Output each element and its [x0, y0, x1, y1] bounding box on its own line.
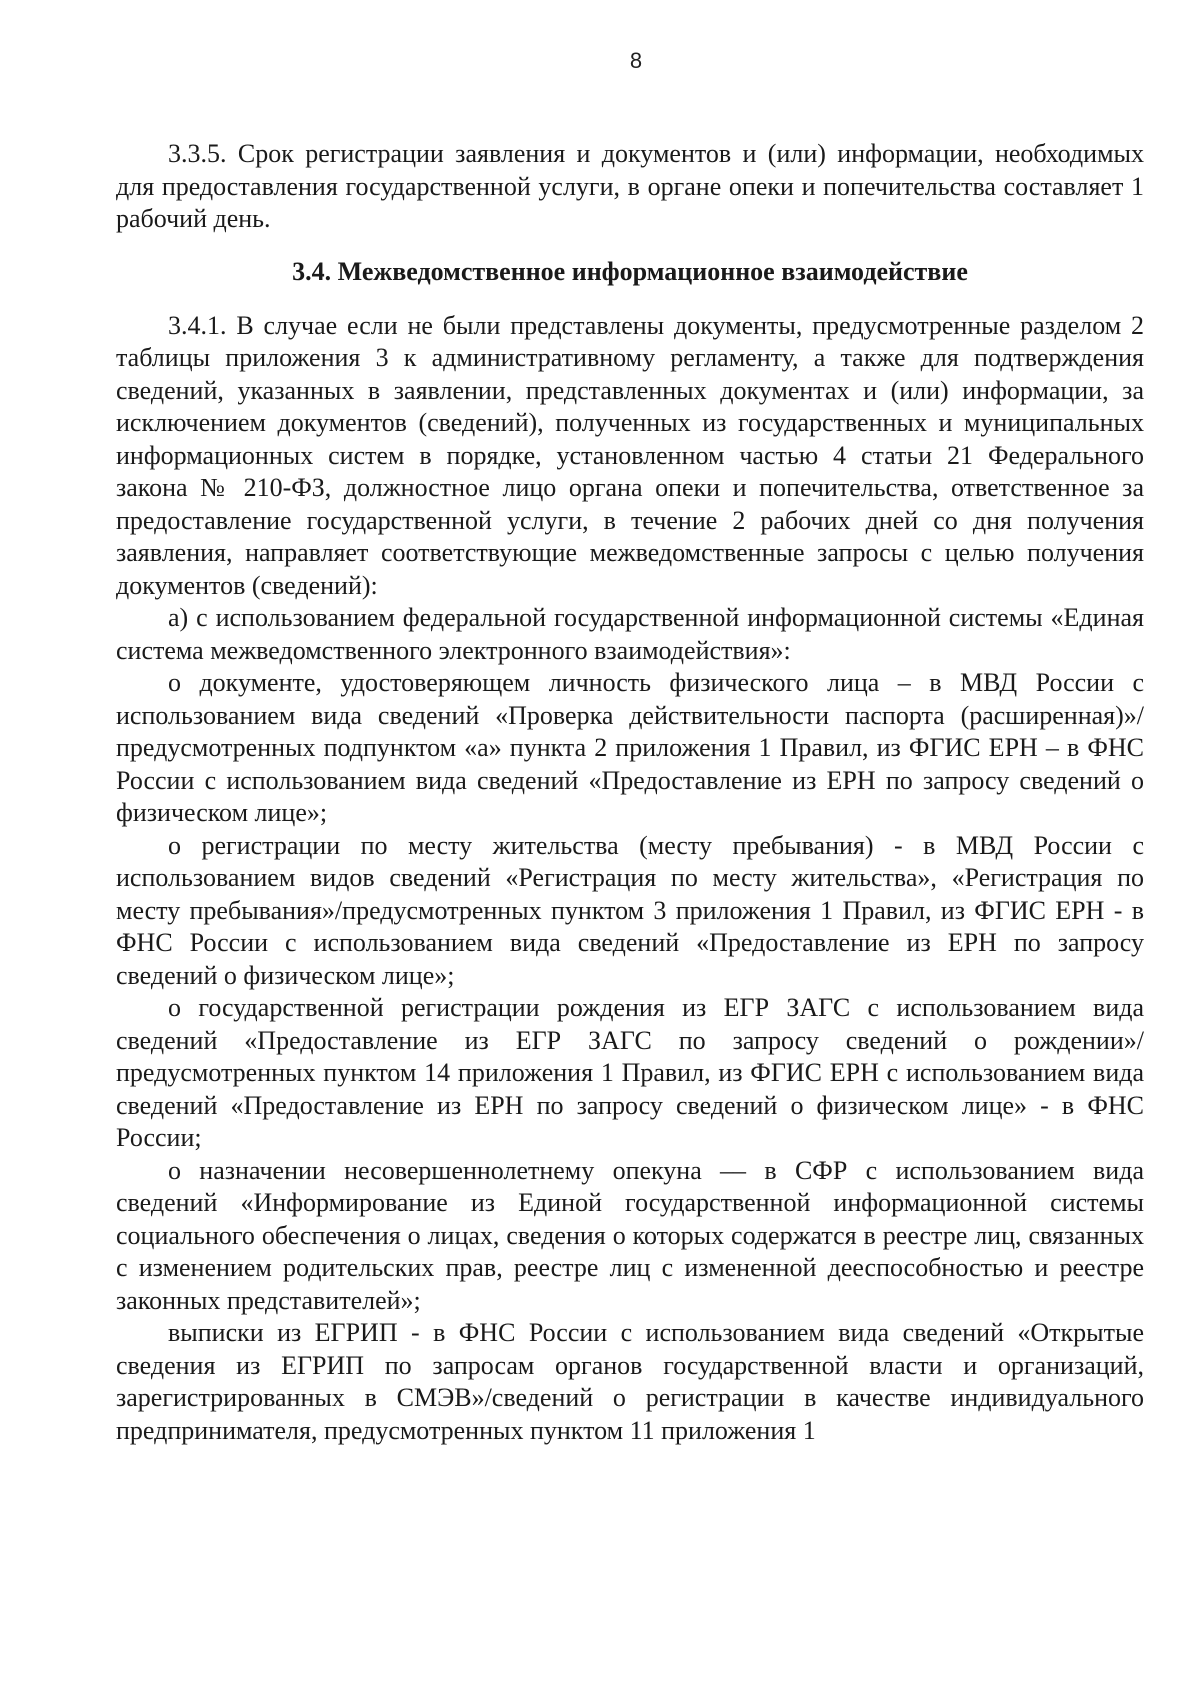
paragraph-residence-registration: о регистрации по месту жительства (месту пребывания) - в МВД России с использованием видов сведений «Регистрация по месту жительства», «Регистрация по месту пребывания»/предусмотренных пунктом 3 приложения 1 Правил, из ФГИС ЕРН - в ФНС России с использованием вида сведений «Предоставление из ЕРН по запросу сведений о физическом лице»; — [116, 830, 1144, 990]
paragraph-3-4-1: 3.4.1. В случае если не были представлены документы, предусмотренные разделом 2 таблицы приложения 3 к административному регламенту, а также для подтверждения сведений, указанных в заявлении, представленных документах и (или) информации, за исключением документов (сведений), полученных из государственных и муниципальных информационных систем в порядке, установленном частью 4 статьи 21 Федерального закона № 210-ФЗ, должностное лицо органа опеки и попечительства, ответственное за предоставление государственной услуги, в течение 2 рабочих дней со дня получения заявления, направляет соответствующие межведомственные запросы с целью получения документов (сведений): — [116, 310, 1144, 600]
document-body — [116, 138, 1144, 1447]
paragraph-identity-document: о документе, удостоверяющем личность физического лица – в МВД России с использованием вида сведений «Проверка действительности паспорта (расширенная)»/предусмотренных подпунктом «а» пункта 2 приложения 1 Правил, из ФГИС ЕРН – в ФНС России с использованием вида сведений «Предоставление из ЕРН по запросу сведений о физическом лице»; — [116, 668, 1144, 827]
section-heading-3-4: 3.4. Межведомственное информационное взаимодействие — [292, 256, 968, 286]
paragraph-guardian-appointment: о назначении несовершеннолетнему опекуна –– в СФР с использованием вида сведений «Информирование из Единой государственной информационной системы социального обеспечения о лицах, сведения о которых содержатся в реестре лиц, связанных с изменением родительских прав, реестре лиц с измененной дееспособностью и реестре законных представителей»; — [116, 1155, 1144, 1315]
paragraph-egrip-extract: выписки из ЕГРИП - в ФНС России с использованием вида сведений «Открытые сведения из ЕГРИП по запросам органов государственной власти и организаций, зарегистрированных в СМЭВ»/сведений о регистрации в качестве индивидуального предпринимателя, предусмотренных пунктом 11 приложения 1 — [116, 1318, 1144, 1445]
paragraph-birth-registration: о государственной регистрации рождения из ЕГР ЗАГС с использованием вида сведений «Предоставление из ЕГР ЗАГС по запросу сведений о рождении»/предусмотренных пунктом 14 приложения 1 Правил, из ФГИС ЕРН с использованием вида сведений «Предоставление из ЕРН по запросу сведений о физическом лице» - в ФНС России; — [116, 993, 1144, 1152]
page-number: 8 — [629, 48, 643, 73]
paragraph-3-3-5: 3.3.5. Срок регистрации заявления и документов и (или) информации, необходимых для предоставления государственной услуги, в органе опеки и попечительства составляет 1 рабочий день. — [116, 139, 1144, 233]
paragraph-item-a: а) с использованием федеральной государственной информационной системы «Единая система межведомственного электронного взаимодействия»: — [116, 603, 1144, 665]
